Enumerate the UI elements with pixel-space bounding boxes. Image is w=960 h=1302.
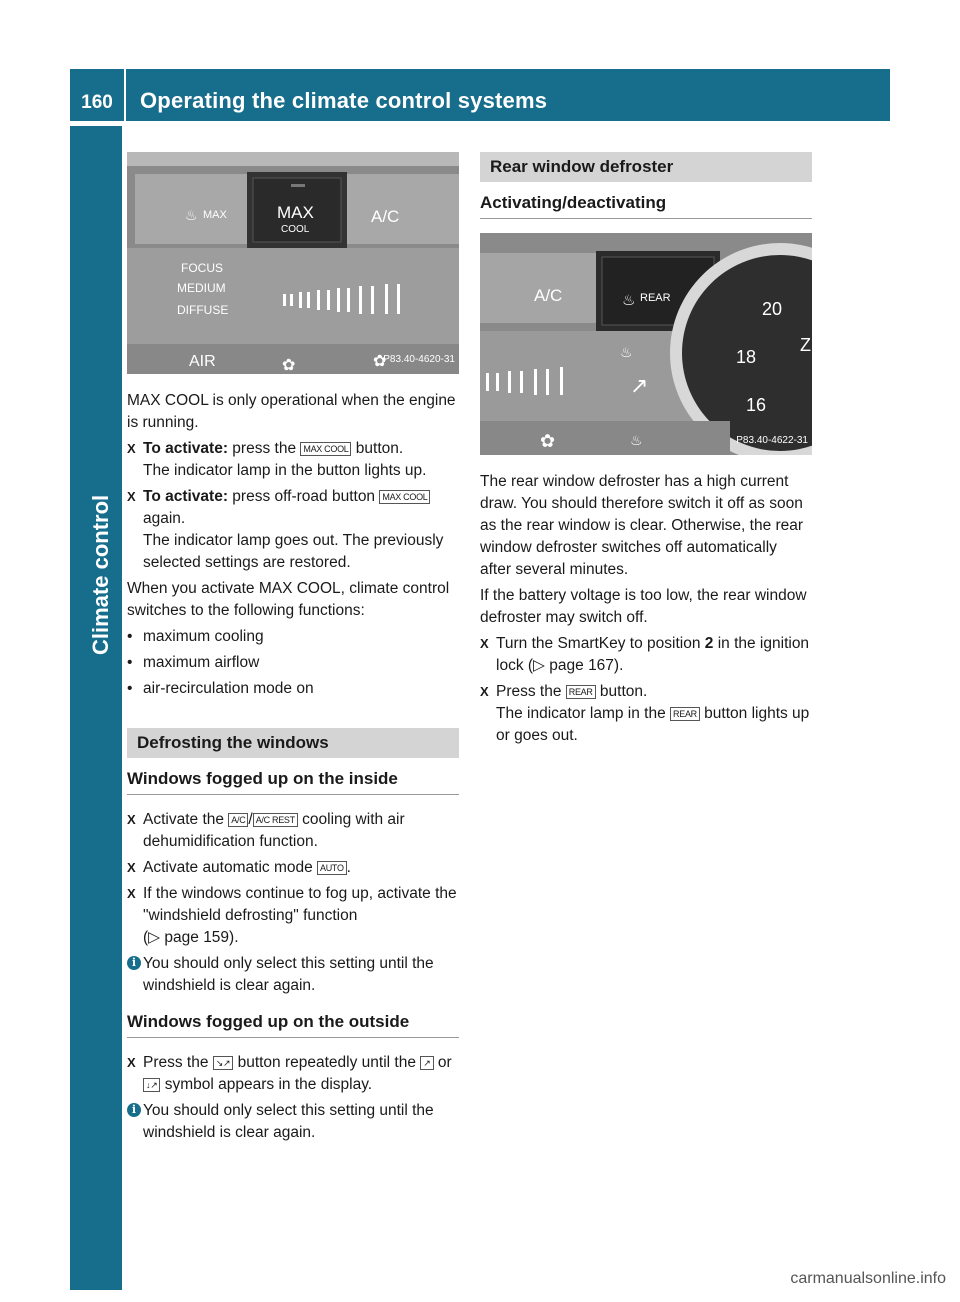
section-heading-rear-defroster: Rear window defroster — [480, 152, 812, 182]
list-item: • maximum airflow — [127, 652, 459, 674]
air-distribution-footwell-icon: ↗ — [420, 1056, 433, 1070]
info-icon: i — [127, 1103, 141, 1117]
svg-text:REAR: REAR — [640, 292, 671, 304]
ac-rest-symbol-icon: A/C REST — [253, 813, 298, 827]
bullet-icon: • — [127, 680, 133, 697]
subheading-inside: Windows fogged up on the inside — [127, 768, 459, 795]
svg-text:A/C: A/C — [371, 207, 400, 226]
svg-text:MAX: MAX — [277, 203, 314, 222]
step-inside-2: X Activate automatic mode AUTO . — [127, 857, 459, 879]
max-cool-panel-photo — [127, 152, 459, 374]
rear-defroster-illustration — [480, 233, 812, 455]
max-cool-symbol-icon: MAX COOL — [379, 490, 430, 504]
svg-text:♨: ♨ — [185, 208, 198, 224]
subheading-activating: Activating/deactivating — [480, 192, 812, 219]
svg-text:↗: ↗ — [630, 374, 649, 399]
step-arrow-icon: X — [127, 812, 136, 827]
rear-defrost-symbol-icon: REAR — [670, 707, 700, 721]
climate-panel-illustration — [127, 152, 459, 374]
left-column — [127, 152, 459, 1150]
air-distribution-head-foot-icon: ↓↗ — [143, 1078, 160, 1092]
svg-text:FOCUS: FOCUS — [181, 261, 223, 275]
info-note-inside: i You should only select this setting until the windshield is clear again. — [127, 953, 459, 997]
air-distribution-icon: ↘↗ — [213, 1056, 233, 1070]
step-outside-1: X Press the ↘↗ button repeatedly until the ↗ or ↓↗ symbol appears in the display. — [127, 1054, 452, 1093]
svg-text:18: 18 — [736, 347, 757, 367]
svg-text:✿: ✿ — [373, 351, 387, 370]
photo-reference-code: P83.40-4622-31 — [736, 435, 808, 446]
page-reference-icon: ▷ — [148, 929, 161, 946]
page-header — [70, 69, 890, 121]
svg-text:♨: ♨ — [622, 291, 636, 309]
svg-text:✿: ✿ — [540, 431, 556, 452]
svg-text:Z: Z — [800, 335, 811, 355]
svg-text:COOL: COOL — [281, 224, 310, 235]
step-rear-2: X Press the REAR button. The indicator lamp in the REAR button lights up or goes out. — [480, 683, 810, 744]
bullet-icon: • — [127, 628, 133, 645]
max-cool-symbol-icon: MAX COOL — [300, 442, 351, 456]
page-title: Operating the climate control systems — [140, 88, 548, 113]
step-arrow-icon: X — [127, 441, 136, 456]
functions-intro: When you activate MAX COOL, climate control switches to the following functions: — [127, 580, 450, 619]
step-inside-1: X Activate the A/C / A/C REST cooling with air dehumidification function. — [127, 811, 405, 850]
info-note-outside: i You should only select this setting until the windshield is clear again. — [127, 1100, 459, 1144]
svg-text:A/C: A/C — [534, 286, 563, 305]
svg-text:20: 20 — [762, 299, 783, 319]
right-column — [480, 152, 812, 751]
photo-reference-code: P83.40-4620-31 — [383, 354, 455, 365]
svg-text:AIR: AIR — [189, 353, 216, 370]
step-arrow-icon: X — [127, 489, 136, 504]
rear-para-2: If the battery voltage is too low, the rear window defroster may switch off. — [480, 587, 807, 626]
svg-text:♨: ♨ — [620, 345, 633, 361]
list-item: • air-recirculation mode on — [127, 678, 459, 700]
step-activate-1: X To activate: press the MAX COOL button. The indicator lamp in the button lights up. — [127, 440, 427, 479]
page-number: 160 — [70, 69, 126, 121]
step-activate-2: X To activate: press off-road button MAX COOL again. The indicator lamp goes out. The previously selected settings are restored. — [127, 488, 444, 571]
rear-defrost-symbol-icon: REAR — [566, 685, 596, 699]
svg-text:♨: ♨ — [630, 433, 643, 449]
step-inside-3: X If the windows continue to fog up, activate the "windshield defrosting" function (▷ page 159). — [127, 885, 457, 946]
step-arrow-icon: X — [480, 684, 489, 699]
subheading-outside: Windows fogged up on the outside — [127, 1011, 459, 1038]
svg-text:✿: ✿ — [282, 355, 296, 374]
side-tab-label: Climate control — [88, 494, 113, 655]
auto-symbol-icon: AUTO — [317, 861, 347, 875]
list-item: • maximum cooling — [127, 626, 459, 648]
rear-para-1: The rear window defroster has a high current draw. You should therefore switch it off as soon as the rear window is clear. Otherwise, the rear window defroster switches off automatically after several minutes. — [480, 473, 804, 578]
info-icon: i — [127, 956, 141, 970]
step-arrow-icon: X — [127, 860, 136, 875]
step-rear-1: X Turn the SmartKey to position 2 in the ignition lock (▷ page 167). — [480, 635, 810, 674]
svg-text:MEDIUM: MEDIUM — [177, 281, 226, 295]
bullet-icon: • — [127, 654, 133, 671]
ac-symbol-icon: A/C — [228, 813, 248, 827]
intro-text: MAX COOL is only operational when the engine is running. — [127, 392, 456, 431]
step-arrow-icon: X — [127, 1055, 136, 1070]
step-arrow-icon: X — [480, 636, 489, 651]
svg-text:MAX: MAX — [203, 209, 227, 221]
svg-text:DIFFUSE: DIFFUSE — [177, 303, 229, 317]
side-tab — [70, 126, 122, 1290]
watermark: carmanualsonline.info — [790, 1270, 946, 1287]
section-heading-defrosting: Defrosting the windows — [127, 728, 459, 758]
svg-text:16: 16 — [746, 395, 767, 415]
page-reference-icon: ▷ — [533, 657, 545, 674]
rear-defroster-panel-photo — [480, 233, 812, 455]
step-arrow-icon: X — [127, 886, 136, 901]
